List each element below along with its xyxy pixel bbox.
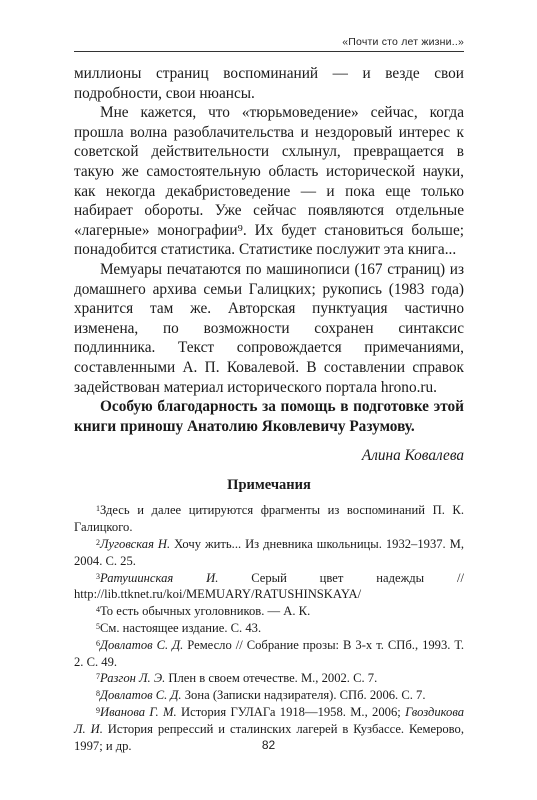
page-body xyxy=(74,64,464,754)
notes-list xyxy=(74,502,464,754)
notes-heading: Примечания xyxy=(227,476,311,493)
note-number: 7 xyxy=(96,672,100,682)
note-text: Серый цвет надежды // http://lib.ttknet.ru/koi/MEMUARY/RATUSHINSKAYA/ xyxy=(74,570,464,602)
paragraph-1: миллионы страниц воспоминаний — и везде свои подробности, свои нюансы. xyxy=(74,65,464,102)
note-text: Хочу жить... Из дневника школьницы. 1932–1937. М, 2004. С. 25. xyxy=(74,537,464,568)
note-5 xyxy=(74,620,464,637)
note-author: Довлатов С. Д. xyxy=(100,688,182,703)
note-author: Разгон Л. Э. xyxy=(100,671,166,686)
note-text-2: История репрессий и сталинских лагерей в Кузбассе. Кемерово, 1997; и др. xyxy=(74,721,464,753)
note-7 xyxy=(74,670,464,687)
note-1 xyxy=(74,502,464,536)
note-author: Иванова Г. М. xyxy=(100,705,177,720)
note-number: 1 xyxy=(96,504,100,514)
note-6 xyxy=(74,637,464,671)
note-text: См. настоящее издание. С. 43. xyxy=(100,621,262,636)
page-number: 82 xyxy=(261,738,276,752)
paragraph-2: Мне кажется, что «тюрьмоведение» сейчас, когда прошла волна разоблачительства и нездоровый интерес к советской действительности схлынул, превращается в такую же самостоятельную область исторической науки, как некогда декабристоведение — и пока еще только набирает обороты. Уже сейчас появляются отдельные «лагерные» монографии⁹. Их будет становиться больше; понадобится статистика. Статистике послужит эта книга... xyxy=(74,104,464,259)
note-number: 5 xyxy=(96,622,100,632)
running-head: «Почти сто лет жизни..» xyxy=(342,36,464,48)
note-text: Ремесло // Собрание прозы: В 3-х т. СПб., 1993. Т. 2. С. 49. xyxy=(74,637,464,669)
note-text: Здесь и далее цитируются фрагменты из воспоминаний П. К. Галицкого. xyxy=(74,503,464,535)
header-rule xyxy=(74,51,464,52)
note-4 xyxy=(74,603,464,620)
acknowledgement: Особую благодарность за помощь в подготовке этой книги приношу Анатолию Яковлевичу Разумову. xyxy=(74,398,464,435)
note-text: Зона (Записки надзирателя). СПб. 2006. С. 7. xyxy=(181,688,426,703)
paragraph-3: Мемуары печатаются по машинописи (167 страниц) из домашнего архива семьи Галицких; рукопись (1983 года) хранится там же. Авторская пунктуация частично изменена, по возможности сохранен синтаксис подлинника. Текст сопровождается примечаниями, составленными А. П. Ковалевой. В составлении справок задействован материал исторического портала hrono.ru. xyxy=(74,260,464,396)
note-2 xyxy=(74,536,464,570)
note-8 xyxy=(74,687,464,704)
note-number: 8 xyxy=(96,689,100,699)
note-text: То есть обычных уголовников. — А. К. xyxy=(100,604,311,619)
note-number: 9 xyxy=(96,706,100,716)
note-author-2: Гвоздикова Л. И. xyxy=(74,705,465,736)
note-number: 4 xyxy=(96,605,100,615)
note-text: История ГУЛАГа 1918—1958. М., 2006; xyxy=(176,705,406,720)
note-author: Ратушинская И. xyxy=(100,570,219,585)
note-number: 6 xyxy=(96,638,100,648)
note-3 xyxy=(74,570,464,604)
note-number: 2 xyxy=(96,538,100,548)
note-author: Луговская Н. xyxy=(100,537,171,552)
signature: Алина Ковалева xyxy=(361,447,464,465)
note-author: Довлатов С. Д. xyxy=(100,637,184,652)
note-text: Плен в своем отечестве. М., 2002. С. 7. xyxy=(165,671,378,686)
note-number: 3 xyxy=(96,571,100,581)
